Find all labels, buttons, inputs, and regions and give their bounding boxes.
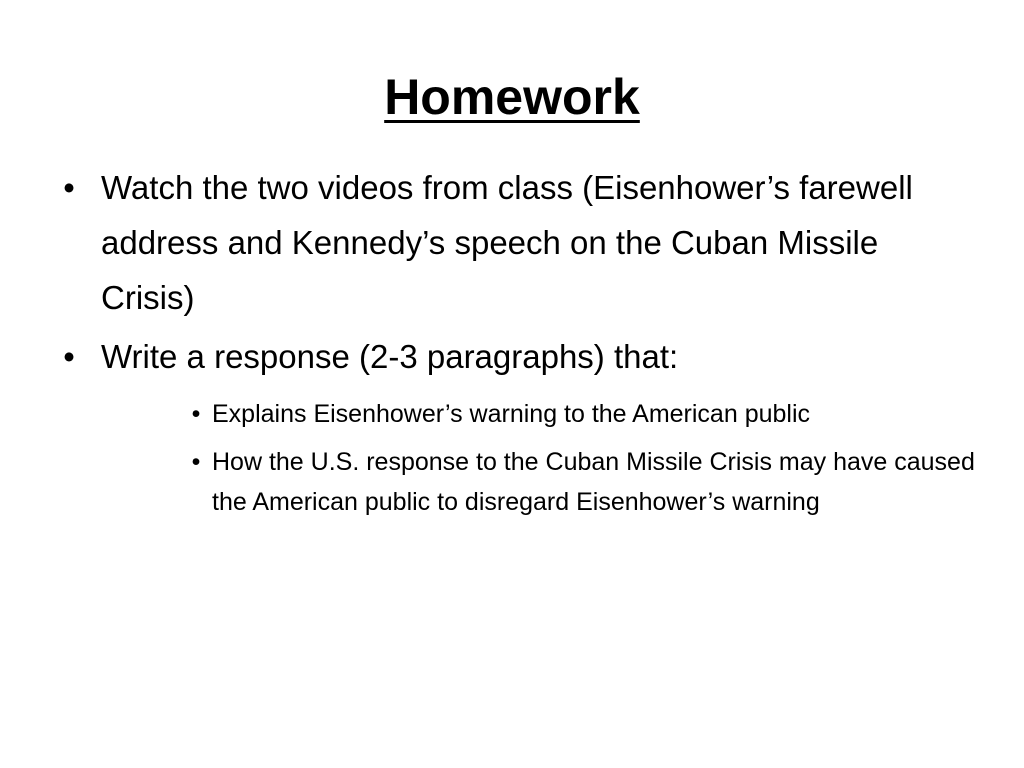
slide-title-text: Homework — [384, 69, 640, 125]
bullet-text: Watch the two videos from class (Eisenhower’s farewell address and Kennedy’s speech on the Cuban Missile Crisis) — [101, 169, 913, 316]
bullet-text: Write a response (2-3 paragraphs) that: — [101, 338, 679, 375]
sub-bullet-text: Explains Eisenhower’s warning to the American public — [212, 400, 811, 428]
bullet-item — [56, 160, 976, 325]
sub-bullet-item — [189, 442, 976, 522]
bullet-item — [56, 329, 976, 384]
sub-bullet-marker: • — [191, 448, 201, 476]
bullet-marker: • — [63, 338, 75, 375]
sub-bullet-text: How the U.S. response to the Cuban Missile Crisis may have caused the American public to disregard Eisenhower’s warning — [212, 448, 975, 516]
slide-title — [0, 62, 1024, 132]
sub-bullet-list — [56, 394, 976, 522]
sub-bullet-item — [189, 394, 976, 434]
sub-bullet-marker: • — [191, 400, 201, 428]
bullet-marker: • — [63, 169, 75, 206]
slide-body — [56, 160, 976, 522]
